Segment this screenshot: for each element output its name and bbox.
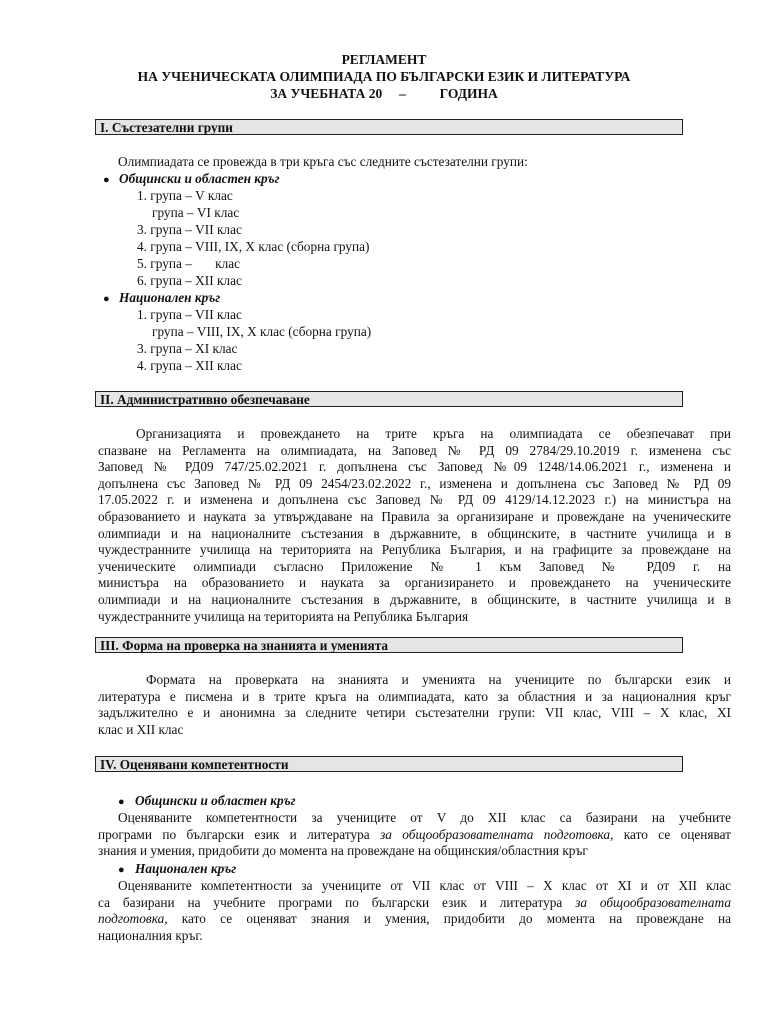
comp-line: националния кръг. <box>98 927 203 943</box>
comp-line <box>98 895 731 912</box>
title-line-1: РЕГЛАМЕНТ <box>341 52 427 67</box>
admin-line: спазване на Регламента на олимпиадата, на Заповед № РД 09 2784/29.10.2019 г. изменена със <box>98 442 731 458</box>
form-paragraph <box>98 672 731 738</box>
round2-title: Национален кръг <box>119 290 221 305</box>
admin-line: Заповед № РД09 747/25.02.2021 г. допълнена със Заповед №09 1248/14.06.2021 г., изменена и <box>98 459 731 475</box>
group-item: група – VIII, IX, X клас (сборна група) <box>152 324 372 339</box>
admin-line: допълнена със Заповед № РД 09 2454/23.02.2022 г., изменена и допълнена със Заповед № РД 09 <box>98 475 731 491</box>
document-title <box>0 51 768 102</box>
form-line: Формата на проверката на знанията и уменията на учениците по български език и <box>146 672 731 687</box>
admin-line: чуждестранните училища на територията на Република България, и на графиците за провеждане на <box>98 542 731 558</box>
comp-line <box>98 911 731 928</box>
comp-text: , като се оценяват знания и умения, придобити до момента на провеждане на <box>164 911 731 927</box>
admin-line: олимпиади и на националните състезания в държавните, в общинските, в частните училища и в <box>98 591 731 607</box>
comp-line: Оценяваните компетентности за учениците от VII клас от VIII – X клас от XI и от XII клас <box>118 878 731 893</box>
group-item: 4. група – XII клас <box>137 358 242 373</box>
comp-round2-title: Национален кръг <box>135 861 237 876</box>
group-item: 3. група – XI клас <box>137 341 238 356</box>
comp-line: Оценяваните компетентности за учениците от V до XII клас са базирани на учебните <box>118 810 731 825</box>
comp-text: , като се оценяват <box>610 826 731 842</box>
comp-round1-title: Общински и областен кръг <box>135 793 296 808</box>
bullet-icon: ● <box>103 174 110 186</box>
group-item: 6. група – XII клас <box>137 273 242 288</box>
groups-intro: Олимпиадата се провежда в три кръга със следните състезателни групи: <box>118 154 528 169</box>
comp-round1-paragraph <box>98 810 731 860</box>
form-line: литература е писмена и в трите кръга на олимпиадата, като за областния и за националния кръг <box>98 688 731 704</box>
admin-line: 17.05.2022 г. и изменена и допълнена със Заповед № РД 09 4129/14.12.2023 г.) на министъра на <box>98 492 731 508</box>
group-item: група – VI клас <box>152 205 240 220</box>
admin-line: образованието и науката за утвърждаване на Правила за организиране и провеждане на ученическите <box>98 508 731 524</box>
bullet-icon: ● <box>118 864 125 876</box>
admin-line: Организацията и провеждането на трите кръга на олимпиадата се обезпечават при <box>136 426 731 441</box>
section-heading-form: III. Форма на проверка на знанията и уменията <box>95 637 683 653</box>
bullet-icon: ● <box>118 796 125 808</box>
admin-line: министъра на образованието и науката за организирането и провеждането на ученическите <box>98 575 731 591</box>
comp-italic-text: за общообразователната подготовка <box>380 826 611 842</box>
round1-title: Общински и областен кръг <box>119 171 280 186</box>
comp-line <box>98 827 731 844</box>
form-line: клас и XII клас <box>98 721 184 737</box>
group-item: 1. група – VII клас <box>137 307 242 322</box>
group-item: 1. група – V клас <box>137 188 233 203</box>
admin-line: чуждестранните училища на територията на Република България <box>98 608 469 624</box>
comp-line: знания и умения, придобити до момента на провеждане на общинския/областния кръг <box>98 843 588 859</box>
group-item: 4. група – VIII, IX, X клас (сборна група) <box>137 239 370 254</box>
comp-italic-text: подготовка <box>98 911 165 927</box>
section-heading-admin: II. Административно обезпечаване <box>95 391 683 407</box>
admin-paragraph <box>98 426 731 625</box>
comp-text: програми по български език и литература <box>98 826 381 842</box>
bullet-icon: ● <box>103 293 110 305</box>
group-item: 3. група – VII клас <box>137 222 242 237</box>
title-line-2: НА УЧЕНИЧЕСКАТА ОЛИМПИАДА ПО БЪЛГАРСКИ ЕЗИК И ЛИТЕРАТУРА <box>137 69 631 84</box>
admin-line: ученическите олимпиади съгласно Приложение № 1 към Заповед № РД09 г. на <box>98 558 731 574</box>
section-heading-groups: I. Състезателни групи <box>95 119 683 135</box>
comp-text: са базирани на учебните програми по български език и литература <box>98 894 576 910</box>
admin-line: олимпиади и на националните състезания в държавните, в общинските, в частните училища и в <box>98 525 731 541</box>
group-item: 5. група – клас <box>137 256 241 271</box>
comp-italic-text: за общообразователната <box>575 894 731 910</box>
title-line-3: ЗА УЧЕБНАТА 20 – ГОДИНА <box>270 86 498 101</box>
section-heading-competences: IV. Оценявани компетентности <box>95 756 683 772</box>
form-line: задължително е и анонимна за следните четири състезателни групи: VII клас, VIII – X клас, XI <box>98 705 731 721</box>
comp-round2-paragraph <box>98 878 731 944</box>
